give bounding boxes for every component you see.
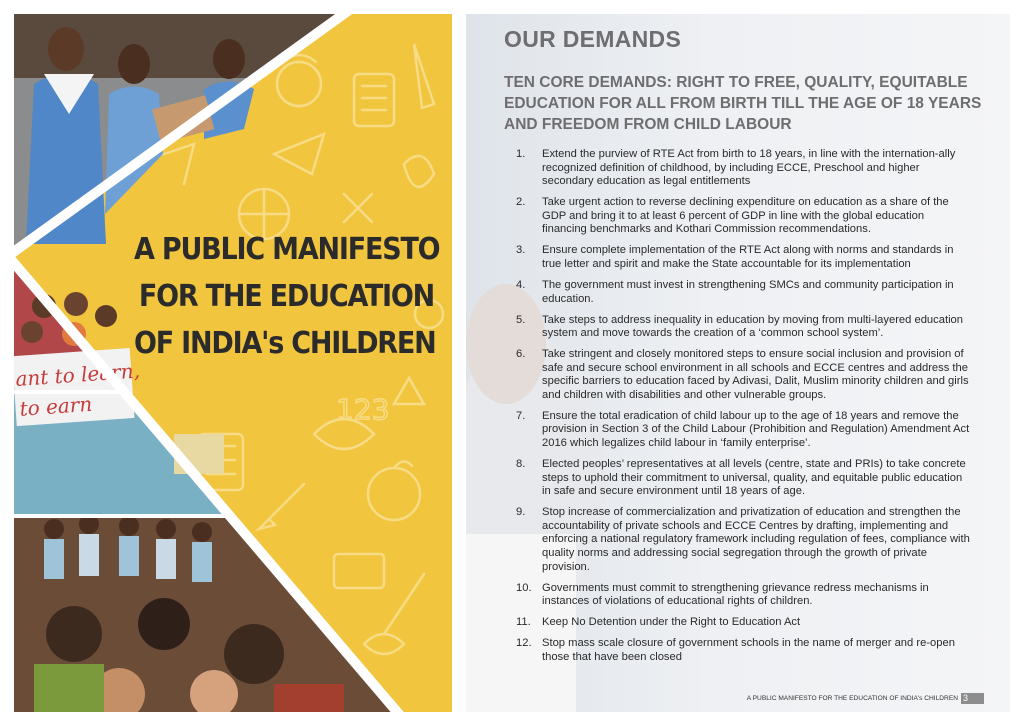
banner-line-1: ant to learn, xyxy=(14,358,141,392)
demand-text: Take stringent and closely monitored steps to ensure social inclusion and provision of safe and secure school environment in all schools and ECCE centres and address the specific barriers to education faced by Adivasi, Dalit, Muslim minority children and girls and children with disabilities and other vulnerable groups. xyxy=(542,348,969,401)
footer-text: A PUBLIC MANIFESTO FOR THE EDUCATION OF INDIA's CHILDREN xyxy=(746,695,958,702)
demand-item xyxy=(516,616,970,630)
demands-list xyxy=(516,148,970,672)
demand-number: 3. xyxy=(516,244,526,257)
demand-item xyxy=(516,279,970,306)
cover-title xyxy=(134,226,440,367)
page-subheading: TEN CORE DEMANDS: RIGHT TO FREE, QUALITY, EQUITABLE EDUCATION FOR ALL FROM BIRTH TILL THE AGE OF 18 YEARS AND FREEDOM FROM CHILD LABOUR xyxy=(504,74,982,133)
demand-item xyxy=(516,196,970,237)
demand-text: Extend the purview of RTE Act from birth to 18 years, in line with the internation-ally recognized definition of childhood, by including ECCE, Preschool and higher secondary education as legal entitlements xyxy=(542,148,956,188)
page-heading: OUR DEMANDS xyxy=(504,26,682,52)
demand-text: Elected peoples’ representatives at all levels (centre, state and PRIs) to take concrete steps to uphold their commitment to universal, quality, and equitable public education in safe and secure environment until 18 years of age. xyxy=(542,458,966,498)
demands-page xyxy=(466,14,1010,712)
demand-number: 11. xyxy=(516,616,531,629)
demand-text: Stop mass scale closure of government schools in the name of merger and re-open those that have been closed xyxy=(542,637,955,663)
demand-number: 8. xyxy=(516,458,526,471)
demand-text: Ensure the total eradication of child labour up to the age of 18 years and remove the provision in Section 3 of the Child Labour (Prohibition and Regulation) Amendment Act 2016 which legalizes child labour in ‘family enterprise’. xyxy=(542,409,970,450)
banner-line-2: to earn xyxy=(18,391,93,421)
page-number: 3 xyxy=(961,693,984,704)
demand-number: 1. xyxy=(516,148,526,160)
cover-title-line-3: OF INDIA's CHILDREN xyxy=(134,326,436,361)
demand-text: Ensure complete implementation of the RTE Act along with norms and standards in true letter and spirit and make the State accountable for its implementation xyxy=(542,244,954,270)
cover-page xyxy=(14,14,452,712)
doodle-number: 123 xyxy=(336,393,390,426)
demand-text: Governments must commit to strengthening grievance redress mechanisms in instances of violations of educational rights of children. xyxy=(542,581,929,608)
demand-number: 4. xyxy=(516,278,526,291)
cover-title-line-1: A PUBLIC MANIFESTO xyxy=(134,232,440,267)
demand-item xyxy=(516,582,970,609)
demand-number: 7. xyxy=(516,409,526,422)
demand-text: The government must invest in strengthening SMCs and community participation in education. xyxy=(542,278,954,305)
demand-number: 9. xyxy=(516,506,526,519)
demand-number: 2. xyxy=(516,196,526,209)
demand-item xyxy=(516,410,970,451)
cover-title-line-2: FOR THE EDUCATION xyxy=(138,279,434,314)
demand-item xyxy=(516,458,970,499)
demand-item xyxy=(516,314,970,341)
demand-item xyxy=(516,244,970,271)
demand-number: 10. xyxy=(516,581,532,594)
demand-text: Stop increase of commercialization and privatization of education and strengthen the accountability of private schools and ECCE Centres by drafting, implementing and enforcing a national regulatory framework including regulation of fees, compliance with quality norms and addressing social segregation through the growth of private provision. xyxy=(542,506,970,573)
demand-number: 12. xyxy=(516,637,532,650)
demand-number: 6. xyxy=(516,348,526,361)
demand-item xyxy=(516,148,970,189)
page-footer xyxy=(747,693,984,704)
demand-number: 5. xyxy=(516,313,526,326)
demand-text: Take steps to address inequality in education by moving from multi-layered education system and move towards the creation of a ‘common school system’. xyxy=(542,313,963,340)
demand-text: Take urgent action to reverse declining expenditure on education as a share of the GDP and bring it to at least 6 percent of GDP in line with the global education financing benchmarks and Kothari Commission recommendations. xyxy=(542,196,949,236)
demand-text: Keep No Detention under the Right to Education Act xyxy=(542,616,801,629)
demand-item xyxy=(516,506,970,574)
demand-item xyxy=(516,348,970,402)
demand-item xyxy=(516,637,970,664)
